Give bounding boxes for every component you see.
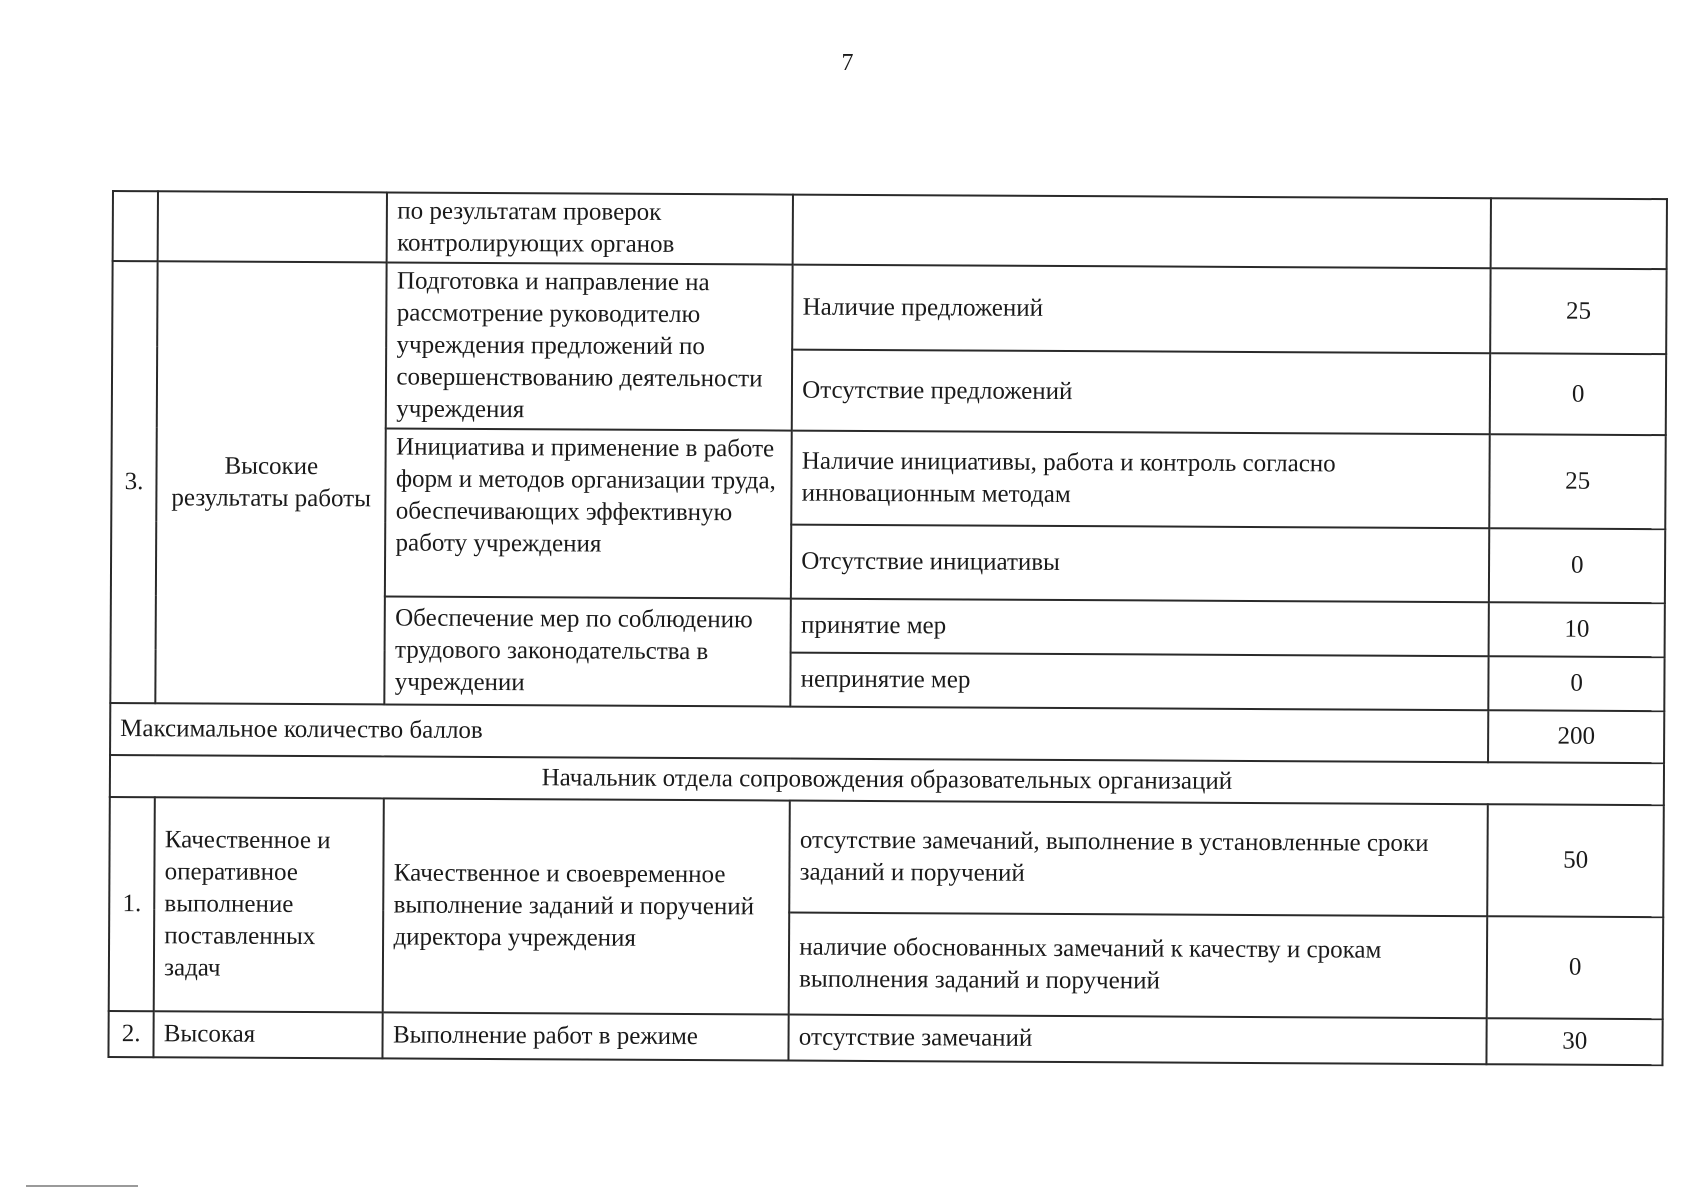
num-cell xyxy=(113,191,159,261)
criterion-cell xyxy=(158,191,388,262)
condition-cell: непринятие мер xyxy=(791,653,1489,711)
points-cell xyxy=(1491,198,1667,269)
points-cell: 0 xyxy=(1487,916,1663,1019)
points-cell: 10 xyxy=(1489,602,1665,657)
condition-cell xyxy=(793,195,1491,269)
points-cell: 0 xyxy=(1490,353,1666,435)
max-points-label: Максимальное количество баллов xyxy=(110,703,1489,762)
num-cell: 3. xyxy=(110,261,158,703)
condition-cell: Отсутствие предложений xyxy=(792,350,1491,435)
condition-cell: наличие обоснованных замечаний к качеству и срокам выполнения заданий и поручений xyxy=(789,913,1488,1019)
table-row xyxy=(113,191,1667,269)
table-row xyxy=(109,797,1664,917)
condition-cell: Отсутствие инициативы xyxy=(791,525,1490,603)
num-cell: 1. xyxy=(109,797,155,1011)
condition-cell: отсутствие замечаний xyxy=(789,1015,1487,1065)
criterion-cell: Высокие результаты работы xyxy=(156,261,388,704)
condition-cell: отсутствие замечаний, выполнение в установленные сроки заданий и поручений xyxy=(789,801,1488,917)
indicator-cell: по результатам проверок контролирующих органов xyxy=(387,192,793,264)
indicator-cell: Инициатива и применение в работе форм и методов организации труда, обеспечивающих эффективную работу учреждения xyxy=(385,428,792,598)
table-row xyxy=(112,261,1666,354)
points-cell: 25 xyxy=(1490,434,1666,529)
footer-divider xyxy=(26,1185,138,1187)
num-cell: 2. xyxy=(108,1011,153,1057)
condition-cell: Наличие предложений xyxy=(792,265,1491,354)
criterion-cell: Высокая xyxy=(154,1011,383,1058)
criteria-table xyxy=(107,190,1668,1066)
indicator-cell: Подготовка и направление на рассмотрение руководителю учреждения предложений по совершенствованию деятельности учреждения xyxy=(386,262,793,430)
points-cell: 30 xyxy=(1487,1018,1663,1065)
criterion-cell: Качественное и оперативное выполнение поставленных задач xyxy=(154,797,384,1012)
points-cell: 0 xyxy=(1489,528,1665,603)
table-row xyxy=(108,1011,1662,1065)
position-header: Начальник отдела сопровождения образовательных организаций xyxy=(110,755,1664,805)
points-cell: 0 xyxy=(1489,656,1665,711)
condition-cell: Наличие инициативы, работа и контроль согласно инновационным методам xyxy=(792,431,1491,529)
points-cell: 50 xyxy=(1488,804,1664,917)
max-points-row xyxy=(110,703,1664,763)
condition-cell: принятие мер xyxy=(791,599,1489,657)
indicator-cell: Выполнение работ в режиме xyxy=(383,1012,789,1060)
page-number: 7 xyxy=(841,50,854,76)
max-points-value: 200 xyxy=(1488,710,1664,763)
points-cell: 25 xyxy=(1491,268,1667,354)
indicator-cell: Обеспечение мер по соблюдению трудового законодательства в учреждении xyxy=(385,596,791,706)
indicator-cell: Качественное и своевременное выполнение заданий и поручений директора учреждения xyxy=(383,798,790,1014)
